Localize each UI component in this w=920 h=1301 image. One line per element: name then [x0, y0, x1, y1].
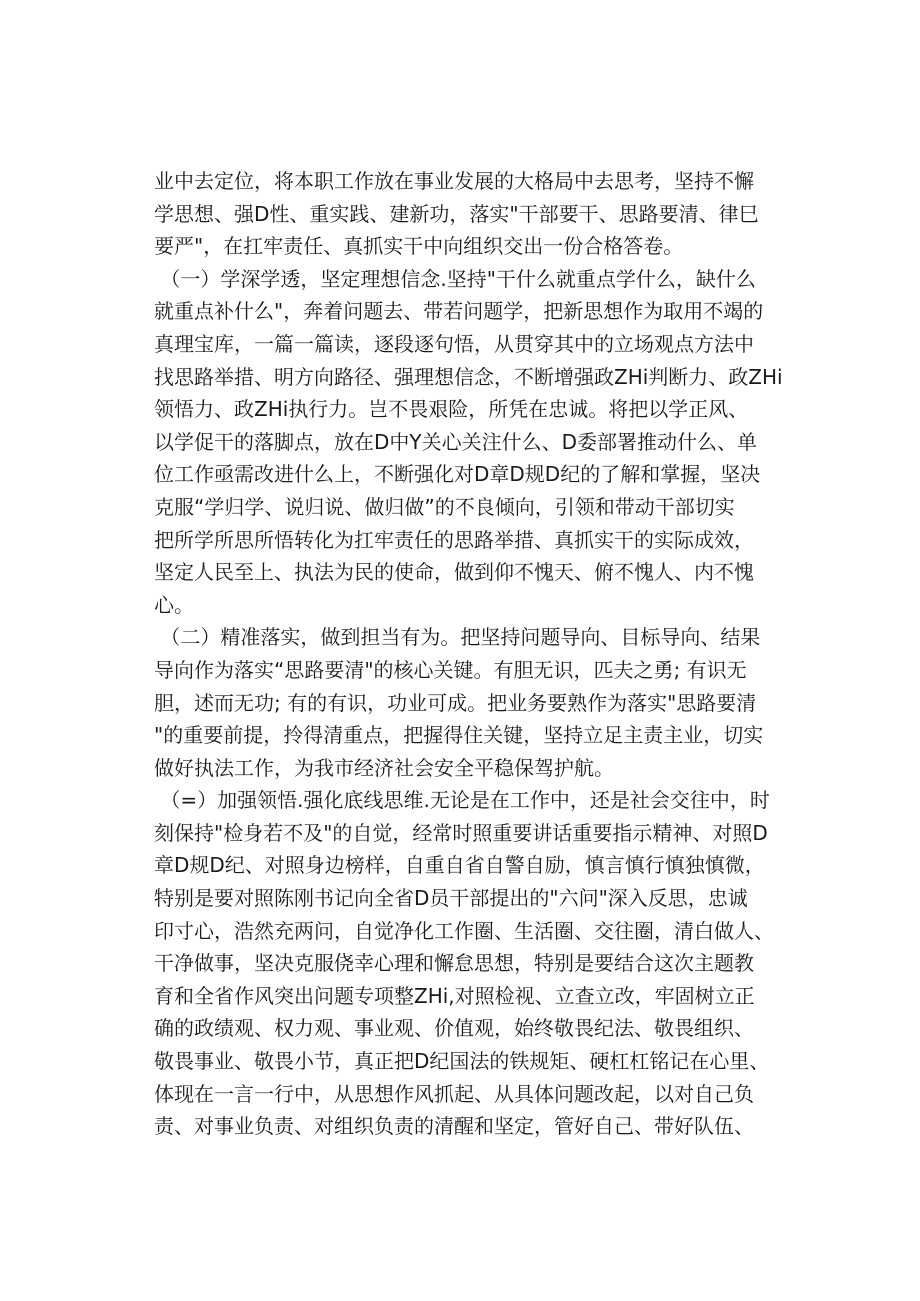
text-line: 要严"，在扛牢责任、真抓实干中向组织交出一份合格答卷。 — [154, 234, 684, 259]
text-line: 章D规D纪、对照身边榜样，自重自省自警自励，慎言慎行慎独慎微， — [154, 853, 765, 878]
text-line: 印寸心，浩然充两问，自觉净化工作圈、生活圈、交往圈，清白做人、 — [154, 918, 774, 943]
text-line: 刻保持"检身若不及"的自觉，经常时照重要讲话重要指示精神、对照D — [154, 820, 768, 845]
section-heading-line: （=）加强领悟.强化底线思维.无论是在工作中，还是社会交往中，时 — [154, 788, 770, 813]
text-line: 领悟力、政ZHi执行力。岂不畏艰险，所凭在忠诚。将把以学正风、 — [154, 397, 749, 422]
text-line: 敬畏事业、敬畏小节，真正把D纪国法的铁规矩、硬杠杠铭记在心里、 — [154, 1049, 770, 1074]
text-line: 心。 — [154, 592, 194, 617]
text-line: 克服“学归学、说归说、做归做”的不良倾向，引领和带动干部切实 — [154, 494, 735, 519]
text-line: "的重要前提，拎得清重点，把握得住关键，坚持立足主责主业，切实 — [154, 723, 764, 748]
text-line: 体现在一言一行中，从思想作风抓起、从具体问题改起，以对自己负 — [154, 1081, 754, 1106]
text-line: 确的政绩观、权力观、事业观、价值观，始终敬畏纪法、敬畏组织、 — [154, 1016, 754, 1041]
text-line: 特别是要对照陈刚书记向全省D员干部提出的"六问"深入反思，忠诚 — [154, 886, 748, 911]
text-line: 干净做事，坚决克服侥幸心理和懈怠思想，特别是要结合这次主题教 — [154, 951, 754, 976]
text-line: 做好执法工作，为我市经济社会安全平稳保驾护航。 — [154, 755, 614, 780]
body-text — [154, 165, 783, 1143]
text-line: 学思想、强D性、重实践、建新功，落实"干部要干、思路要清、律巳 — [154, 201, 759, 226]
text-line: 业中去定位，将本职工作放在事业发展的大格局中去思考，坚持不懈 — [154, 169, 754, 193]
text-line: 责、对事业负责、对组织负责的清醒和坚定，管好自己、带好队伍、 — [154, 1114, 754, 1139]
text-line: 胆，述而无功; 有的有识，功业可成。把业务要熟作为落实"思路要清 — [154, 690, 757, 715]
section-heading-line: （一）学深学透，坚定理想信念.坚持"干什么就重点学什么，缺什么 — [154, 266, 756, 291]
text-line: 就重点补什么"，奔着问题去、带若问题学，把新思想作为取用不竭的 — [154, 299, 764, 324]
text-line: 位工作亟需改进什么上，不断强化对D章D规D纪的了解和掌握，坚决 — [154, 462, 761, 487]
text-line: 导向作为落实“思路要清"的核心关键。有胆无识，匹夫之勇; 有识无 — [154, 657, 747, 682]
text-line: 以学促干的落脚点，放在D中Y关心关注什么、D委部署推动什么、单 — [154, 429, 758, 454]
text-line: 育和全省作风突出问题专项整ZHi,对照检视、立查立改，牢固树立正 — [154, 983, 755, 1008]
text-line: 找思路举措、明方向路径、强理想信念，不断增强政ZHi判断力、政ZHi — [154, 364, 783, 389]
section-heading-line: （二）精准落实，做到担当有为。把坚持问题导向、目标导向、结果 — [154, 625, 761, 650]
text-line: 真理宝库，一篇一篇读，逐段逐句悟，从贯穿其中的立场观点方法中 — [154, 331, 754, 356]
text-line: 把所学所思所悟转化为扛牢责任的思路举措、真抓实干的实际成效， — [154, 527, 754, 552]
text-line: 坚定人民至上、执法为民的使命，做到仰不愧天、俯不愧人、内不愧 — [154, 560, 754, 585]
